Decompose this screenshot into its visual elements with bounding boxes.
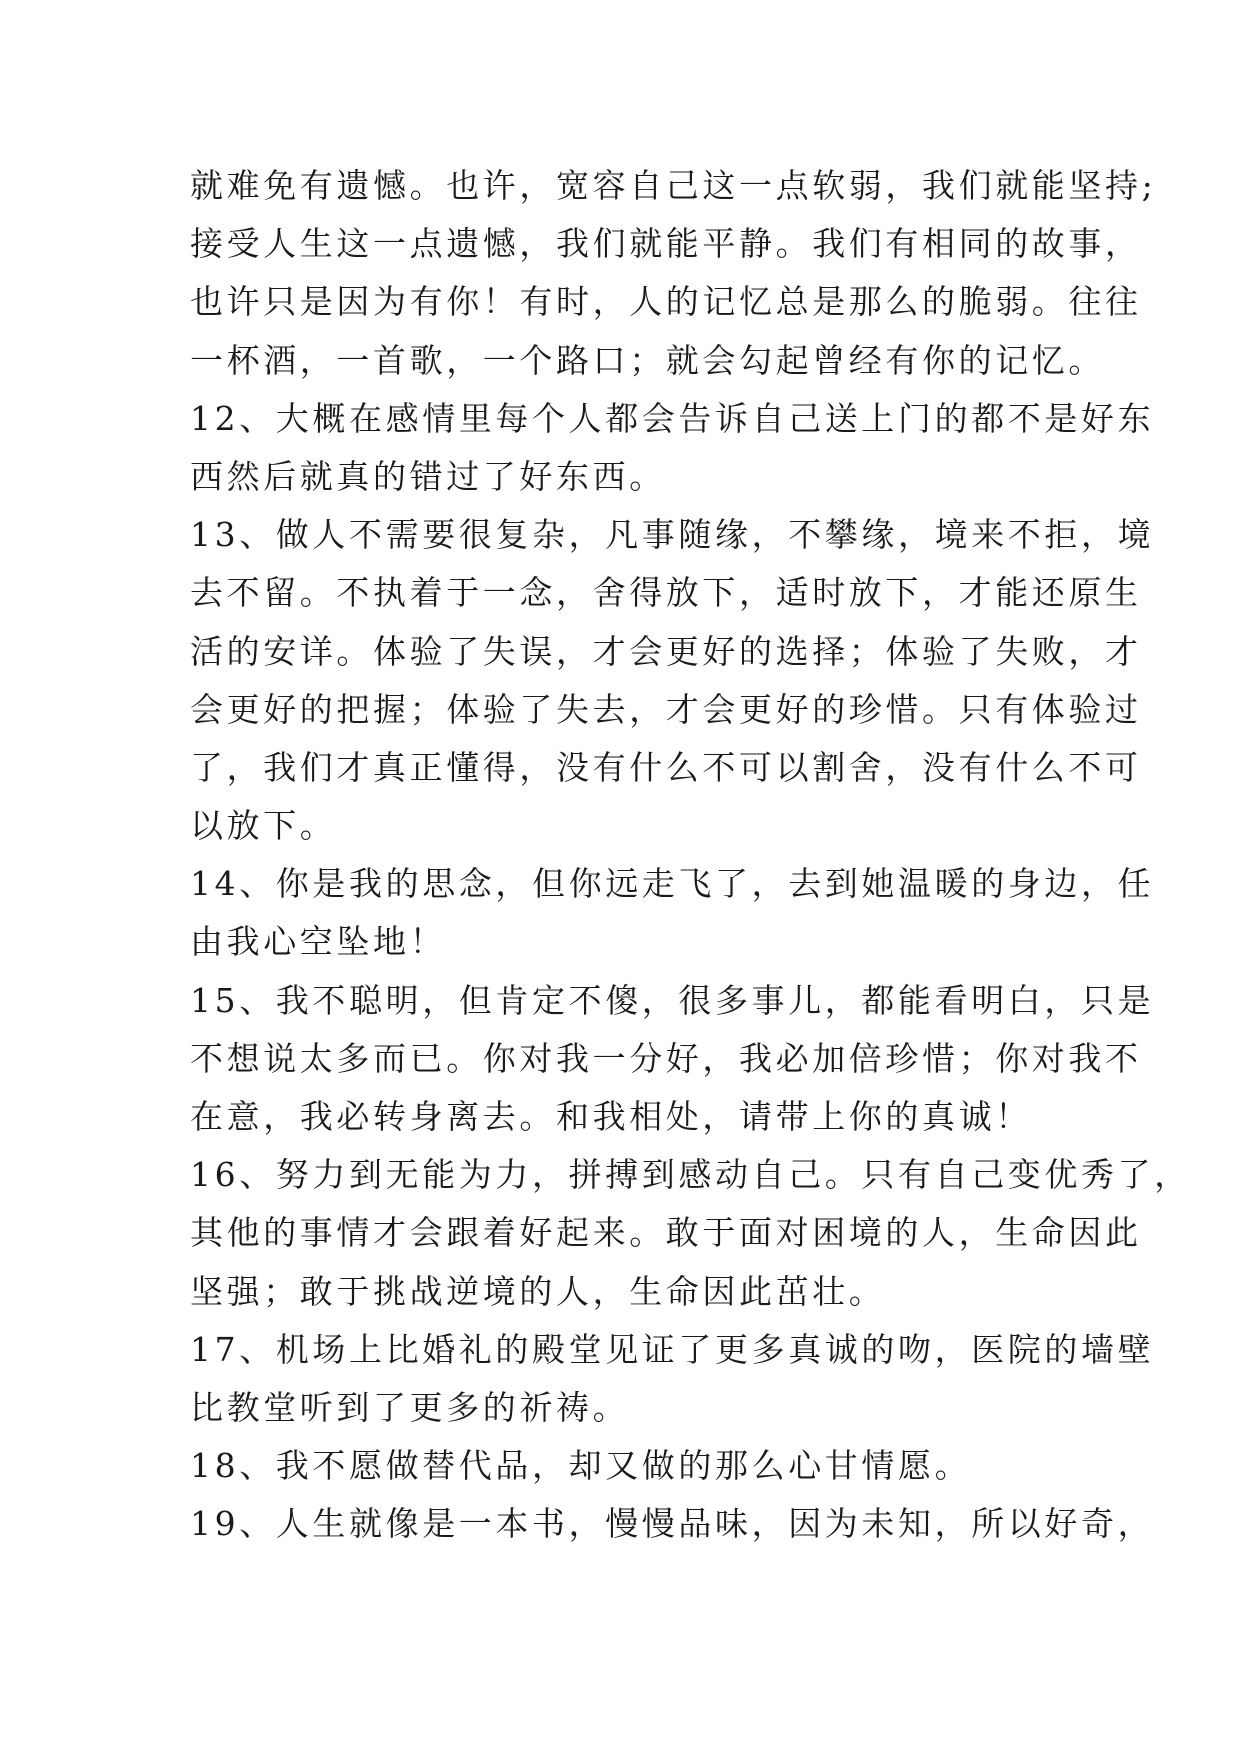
text-line-16: 不想说太多而已。你对我一分好，我必加倍珍惜；你对我不 [190, 1038, 1142, 1078]
text-line-17: 在意，我必转身离去。和我相处，请带上你的真诚！ [190, 1097, 1032, 1136]
text-line-22: 比教堂听到了更多的祈祷。 [190, 1387, 630, 1427]
text-line-9: 活的安详。体验了失误，才会更好的选择；体验了失败，才 [190, 631, 1142, 671]
text-line-5: 12、大概在感情里每个人都会告诉自己送上门的都不是好东 [190, 398, 1155, 438]
text-line-20: 坚强；敢于挑战逆境的人，生命因此茁壮。 [190, 1271, 886, 1311]
text-line-24: 19、人生就像是一本书，慢慢品味，因为未知，所以好奇， [190, 1504, 1155, 1544]
text-line-4: 一杯酒，一首歌，一个路口；就会勾起曾经有你的记忆。 [190, 340, 1105, 380]
text-line-21: 17、机场上比婚礼的殿堂见证了更多真诚的吻，医院的墙壁 [190, 1329, 1155, 1369]
text-line-6: 西然后就真的错过了好东西。 [190, 456, 666, 496]
text-line-3: 也许只是因为有你！有时，人的记忆总是那么的脆弱。往往 [190, 282, 1142, 322]
text-line-13: 14、你是我的思念，但你远走飞了，去到她温暖的身边，任 [190, 864, 1155, 904]
text-line-10: 会更好的把握；体验了失去，才会更好的珍惜。只有体验过 [190, 689, 1142, 729]
text-line-11: 了，我们才真正懂得，没有什么不可以割舍，没有什么不可 [190, 747, 1142, 787]
text-line-2: 接受人生这一点遗憾，我们就能平静。我们有相同的故事， [190, 224, 1142, 264]
text-line-15: 15、我不聪明，但肯定不傻，很多事儿，都能看明白，只是 [190, 980, 1155, 1020]
text-line-18: 16、努力到无能为力，拼搏到感动自己。只有自己变优秀了， [190, 1155, 1191, 1195]
body-text [190, 157, 1191, 1554]
text-line-19: 其他的事情才会跟着好起来。敢于面对困境的人，生命因此 [190, 1213, 1142, 1253]
text-line-23: 18、我不愿做替代品，却又做的那么心甘情愿。 [190, 1446, 972, 1486]
text-line-8: 去不留。不执着于一念，舍得放下，适时放下，才能还原生 [190, 573, 1142, 613]
text-line-14: 由我心空坠地！ [190, 922, 447, 962]
text-line-12: 以放下。 [190, 806, 337, 846]
text-line-1: 就难免有遗憾。也许，宽容自己这一点软弱，我们就能坚持; [190, 166, 1157, 205]
text-line-7: 13、做人不需要很复杂，凡事随缘，不攀缘，境来不拒，境 [190, 515, 1155, 555]
